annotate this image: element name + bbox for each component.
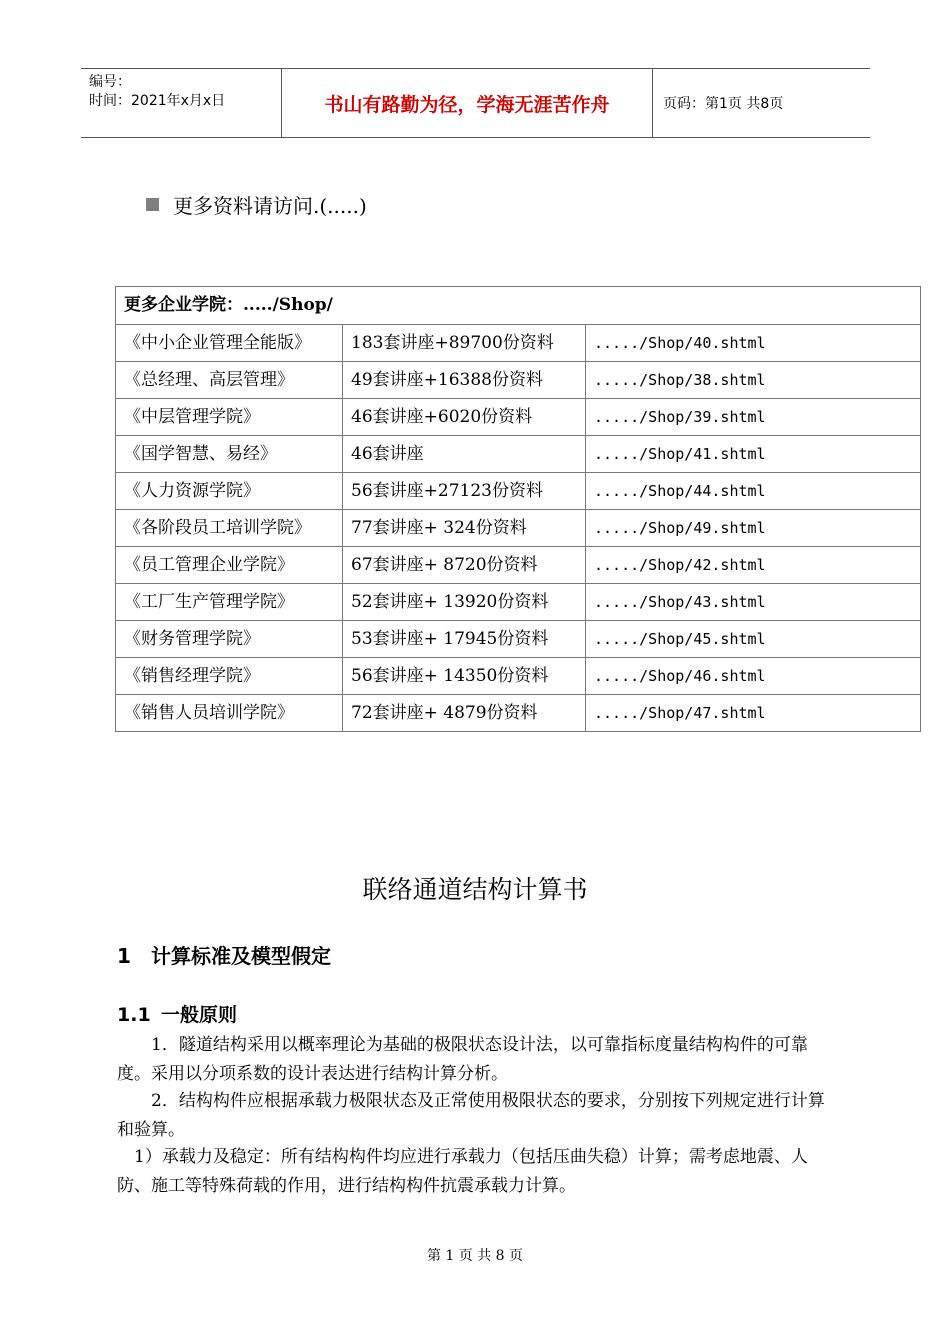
library-name-cell: 《国学智慧、易经》 [116,436,343,473]
library-url-cell[interactable]: ...../Shop/43.shtml [586,584,921,621]
table-row [116,658,921,695]
section-title: 一般原则 [161,1004,238,1026]
library-count-cell: 67套讲座+ 8720份资料 [343,547,586,584]
paragraph-3: 1）承载力及稳定：所有结构构件均应进行承载力（包括压曲失稳）计算；需考虑地震、人防、施工等特殊荷载的作用，进行结构构件抗震承载力计算。 [117,1147,808,1196]
table-row [116,399,921,436]
page-header [81,68,870,138]
paragraph-1: 1．隧道结构采用以概率理论为基础的极限状态设计法，以可靠指标度量结构构件的可靠度。采用以分项系数的设计表达进行结构计算分析。 [117,1035,808,1084]
library-count-cell: 183套讲座+89700份资料 [343,325,586,362]
table-row [116,621,921,658]
library-name-cell: 《总经理、高层管理》 [116,362,343,399]
library-count-cell: 53套讲座+ 17945份资料 [343,621,586,658]
library-url-cell[interactable]: ...../Shop/44.shtml [586,473,921,510]
library-count-cell: 52套讲座+ 13920份资料 [343,584,586,621]
header-motto: 书山有路勤为径，学海无涯苦作舟 [281,69,653,137]
library-heading: 更多企业学院：...../Shop/ [116,287,921,325]
header-meta [81,69,281,137]
library-url-cell[interactable]: ...../Shop/42.shtml [586,547,921,584]
number-label: 编号： [89,74,131,90]
library-count-cell: 56套讲座+ 14350份资料 [343,658,586,695]
library-count-cell: 56套讲座+27123份资料 [343,473,586,510]
library-url-cell[interactable]: ...../Shop/46.shtml [586,658,921,695]
more-resources [146,190,367,219]
table-row [116,584,921,621]
library-name-cell: 《财务管理学院》 [116,621,343,658]
library-count-cell: 77套讲座+ 324份资料 [343,510,586,547]
library-url-cell[interactable]: ...../Shop/39.shtml [586,399,921,436]
library-count-cell: 46套讲座 [343,436,586,473]
library-name-cell: 《中层管理学院》 [116,399,343,436]
section-heading-1 [117,940,331,969]
document-title: 联络通道结构计算书 [362,875,588,904]
library-count-cell: 49套讲座+16388份资料 [343,362,586,399]
library-url-cell[interactable]: ...../Shop/40.shtml [586,325,921,362]
library-name-cell: 《工厂生产管理学院》 [116,584,343,621]
square-bullet-icon [146,198,159,211]
table-row [116,510,921,547]
section-number: 1.1 [117,1004,151,1026]
section-number: 1 [117,944,131,968]
library-name-cell: 《人力资源学院》 [116,473,343,510]
table-row [116,362,921,399]
library-name-cell: 《中小企业管理全能版》 [116,325,343,362]
library-url-cell[interactable]: ...../Shop/45.shtml [586,621,921,658]
library-name-cell: 《销售人员培训学院》 [116,695,343,732]
page-footer: 第 1 页 共 8 页 [426,1248,524,1264]
section-heading-1-1 [117,1000,237,1027]
table-row [116,473,921,510]
library-name-cell: 《各阶段员工培训学院》 [116,510,343,547]
library-url-cell[interactable]: ...../Shop/49.shtml [586,510,921,547]
table-row [116,547,921,584]
library-url-cell[interactable]: ...../Shop/41.shtml [586,436,921,473]
library-name-cell: 《销售经理学院》 [116,658,343,695]
paragraph-2: 2．结构构件应根据承载力极限状态及正常使用极限状态的要求，分别按下列规定进行计算和验算。 [117,1091,825,1140]
library-url-cell[interactable]: ...../Shop/47.shtml [586,695,921,732]
table-row [116,436,921,473]
library-table [115,286,921,732]
library-heading-row [116,287,921,325]
library-url-cell[interactable]: ...../Shop/38.shtml [586,362,921,399]
library-count-cell: 72套讲座+ 4879份资料 [343,695,586,732]
more-resources-text: 更多资料请访问.(.....) [173,194,367,218]
header-page-info: 页码：第1页 共8页 [663,96,784,112]
table-row [116,695,921,732]
table-row [116,325,921,362]
section-title: 计算标准及模型假定 [151,944,331,968]
library-count-cell: 46套讲座+6020份资料 [343,399,586,436]
library-name-cell: 《员工管理企业学院》 [116,547,343,584]
date-label: 时间：2021年x月x日 [89,93,226,109]
